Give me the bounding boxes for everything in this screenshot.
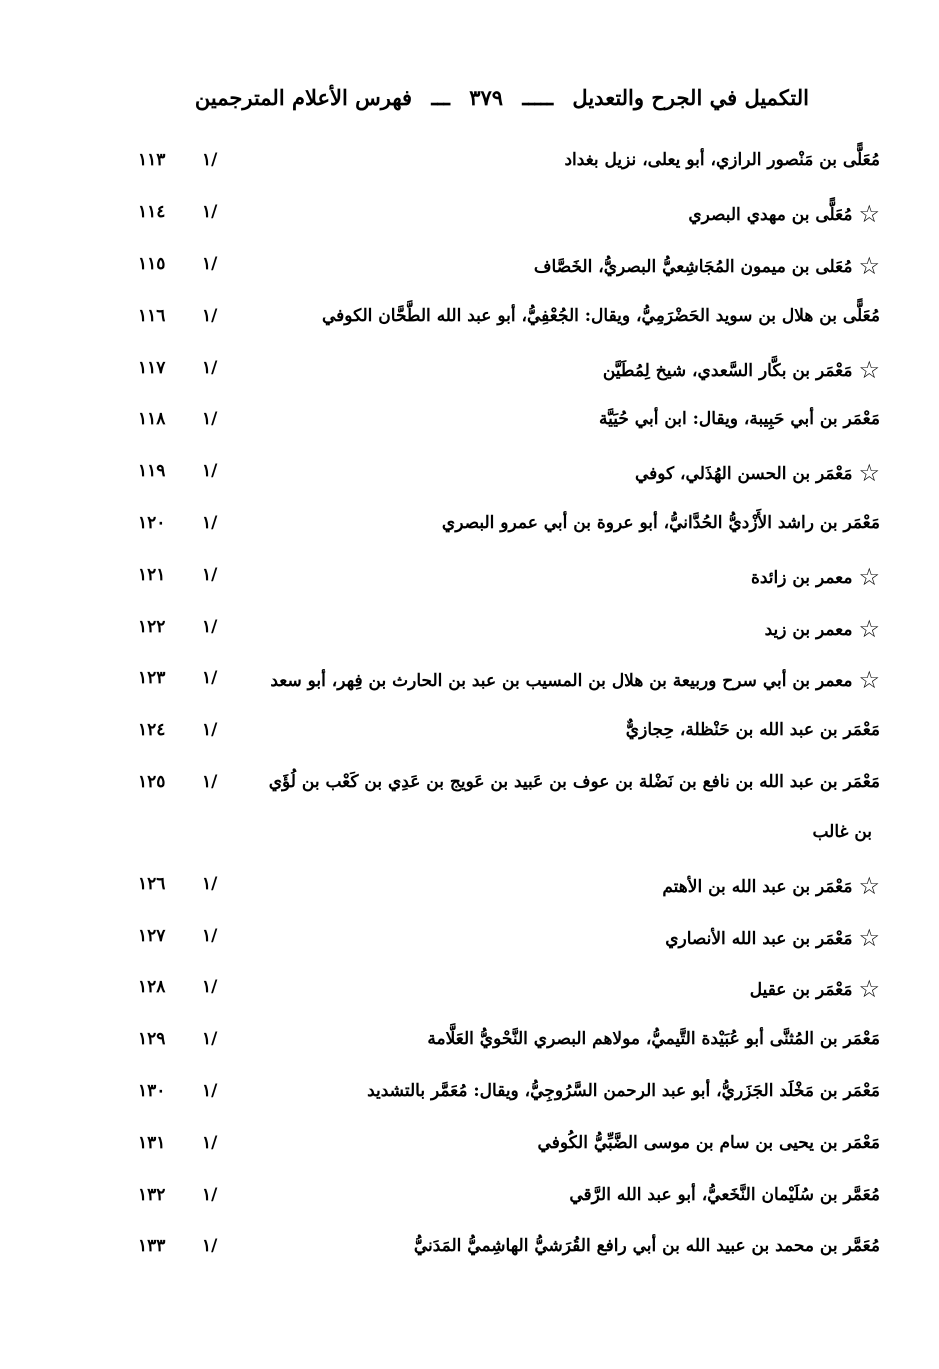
entry-reference	[130, 658, 230, 698]
entry-number: ١٢٦	[138, 874, 166, 894]
entry-number: ١١٨	[138, 409, 166, 429]
star-icon: ☆	[858, 872, 880, 900]
index-entry	[120, 864, 880, 904]
entry-name	[750, 967, 880, 1007]
index-entry	[120, 348, 880, 388]
entry-name	[665, 916, 880, 956]
index-entry	[120, 140, 880, 180]
volume-number: ١/	[202, 926, 218, 946]
entry-text: مَعْمَر بن مَخْلَد الجَزَريُّ، أبو عبد الرحمن السَّرُوجِيُّ، ويقال: مُعَمَّر بالتشديد	[367, 1081, 880, 1101]
index-entry	[120, 399, 880, 439]
index-entry	[120, 244, 880, 284]
index-entry	[120, 1175, 880, 1215]
entry-text: مُعَلى بن ميمون المُجَاشِعيُّ البصريُّ، الخَصَّاف	[533, 257, 853, 277]
book-title: التكميل في الجرح والتعديل	[572, 85, 809, 110]
entry-reference	[130, 555, 230, 595]
entry-name	[270, 658, 880, 698]
star-icon: ☆	[858, 356, 880, 384]
index-entry	[120, 555, 880, 595]
entry-reference	[130, 296, 230, 336]
header-dash: ـــ	[431, 85, 450, 110]
entry-name	[626, 710, 880, 750]
entry-text: مَعْمَر بن يحيى بن سام بن موسى الضَّبِّيُّ الكُوفي	[537, 1133, 880, 1153]
entry-number: ١٢٩	[138, 1029, 166, 1049]
entry-name	[538, 1123, 880, 1163]
entry-name	[688, 192, 880, 232]
entry-reference	[130, 1019, 230, 1059]
entry-reference	[130, 607, 230, 647]
entry-name	[427, 1019, 880, 1059]
entry-text: مَعْمَر بن عقيل	[749, 980, 853, 1000]
index-entry	[120, 916, 880, 956]
index-entry	[120, 1226, 880, 1266]
entry-number: ١٢٣	[138, 668, 166, 688]
entry-name	[765, 607, 880, 647]
volume-number: ١/	[202, 720, 218, 740]
entry-number: ١٢٧	[138, 926, 166, 946]
entry-number: ١١٤	[138, 202, 166, 222]
entry-reference	[130, 244, 230, 284]
entry-reference	[130, 192, 230, 232]
entry-name	[564, 140, 880, 180]
volume-number: ١/	[202, 513, 218, 533]
volume-number: ١/	[202, 461, 218, 481]
entry-text: مَعْمَر بن عبد الله الأنصاري	[665, 929, 853, 949]
index-entry	[120, 296, 880, 336]
volume-number: ١/	[202, 409, 218, 429]
entry-reference	[130, 399, 230, 439]
entry-text: مَعْمَر بن راشد الأَزْديُّ الحُدَّانيُّ، أبو عروة بن أبي عمرو البصري	[441, 513, 880, 533]
entry-number: ١٢٥	[138, 772, 166, 792]
page-number: ٣٧٩	[469, 85, 504, 110]
entry-name	[662, 864, 880, 904]
index-entry	[120, 762, 880, 802]
entry-reference	[130, 916, 230, 956]
entry-number: ١٢٠	[138, 513, 166, 533]
volume-number: ١/	[202, 150, 218, 170]
entry-text: مَعْمَر بن بكَّار السَّعدي، شيخ لِمُطَيَّن	[602, 361, 853, 381]
entry-text: معمر بن زائدة	[750, 568, 853, 588]
entry-number: ١٢١	[138, 565, 166, 585]
star-icon: ☆	[858, 200, 880, 228]
entry-name	[322, 296, 880, 336]
entry-reference	[130, 710, 230, 750]
entry-text: مَعْمَر بن الحسن الهُذَلي، كوفي	[634, 464, 853, 484]
index-entry	[120, 1123, 880, 1163]
entry-text: مَعْمَر بن عبد الله بن الأهتم	[662, 877, 853, 897]
volume-number: ١/	[202, 772, 218, 792]
entry-name	[442, 503, 880, 543]
entry-text: مَعْمَر بن عبد الله بن حَنْظلة، حِجازيٌّ	[625, 720, 880, 740]
entry-text: مُعَمَّر بن سُلَيْمان النَّخَعيُّ، أبو عبد الله الرَّقي	[569, 1185, 880, 1205]
entry-text: معمر بن أبي سرح وربيعة بن هلال بن المسيب بن عبد بن الحارث بن فِهر، أبو سعد	[270, 671, 853, 691]
entry-number: ١٣١	[138, 1133, 166, 1153]
volume-number: ١/	[202, 1029, 218, 1049]
entry-name	[635, 451, 880, 491]
entry-text: معمر بن زيد	[764, 620, 853, 640]
volume-number: ١/	[202, 254, 218, 274]
entry-number: ١١٩	[138, 461, 166, 481]
volume-number: ١/	[202, 1185, 218, 1205]
index-entry	[120, 658, 880, 698]
index-entry	[120, 192, 880, 232]
entry-reference	[130, 140, 230, 180]
header-dash: ـــــ	[522, 85, 554, 110]
volume-number: ١/	[202, 1236, 218, 1256]
star-icon: ☆	[858, 563, 880, 591]
volume-number: ١/	[202, 977, 218, 997]
volume-number: ١/	[202, 1081, 218, 1101]
entry-text: مُعَلًّى بن مَنْصور الرازي، أبو يعلى، نزيل بغداد	[564, 150, 880, 170]
star-icon: ☆	[858, 252, 880, 280]
entry-text: مُعَلًّى بن مهدي البصري	[688, 205, 853, 225]
section-title: فهرس الأعلام المترجمين	[194, 85, 413, 110]
entry-reference	[130, 451, 230, 491]
entry-name	[269, 762, 880, 802]
entry-number: ١١٣	[138, 150, 166, 170]
entry-number: ١١٥	[138, 254, 166, 274]
entry-text: مَعْمَر بن أبي حَبِيبة، ويقال: ابن أبي حُيَيَّة	[599, 409, 880, 429]
volume-number: ١/	[202, 617, 218, 637]
entry-reference	[130, 762, 230, 802]
star-icon: ☆	[858, 924, 880, 952]
index-entry	[120, 1071, 880, 1111]
star-icon: ☆	[858, 615, 880, 643]
entry-name	[751, 555, 880, 595]
entry-reference	[130, 348, 230, 388]
entry-number: ١٢٤	[138, 720, 166, 740]
entry-name	[599, 399, 880, 439]
entry-number: ١١٦	[138, 306, 166, 326]
volume-number: ١/	[202, 565, 218, 585]
entry-reference	[130, 1123, 230, 1163]
entry-reference	[130, 1175, 230, 1215]
entry-number: ١٣٣	[138, 1236, 166, 1256]
star-icon: ☆	[858, 975, 880, 1003]
star-icon: ☆	[858, 459, 880, 487]
entry-continuation: بن غالب	[812, 822, 872, 842]
entry-text: مَعْمَر بن عبد الله بن نافع بن نَضْلة بن عوف بن عَبيد بن عَويج بن عَدِي بن كَعْب بن لُؤَي	[268, 772, 880, 792]
entry-name	[534, 244, 880, 284]
star-icon: ☆	[858, 666, 880, 694]
volume-number: ١/	[202, 874, 218, 894]
entry-text: مَعْمَر بن المُثنَّى أبو عُبَيْدة التَّيميُّ، مولاهم البصري النَّحْويُّ العَلَّامة	[427, 1029, 880, 1049]
entry-name	[414, 1226, 880, 1266]
entry-number: ١٢٢	[138, 617, 166, 637]
entry-text: مُعَمَّر بن محمد بن عبيد الله بن أبي رافع القُرَشيُّ الهاشِميُّ المَدَنيُّ	[413, 1236, 880, 1256]
entry-number: ١٣٢	[138, 1185, 166, 1205]
entry-reference	[130, 1226, 230, 1266]
entry-reference	[130, 503, 230, 543]
entry-reference	[130, 1071, 230, 1111]
volume-number: ١/	[202, 202, 218, 222]
volume-number: ١/	[202, 306, 218, 326]
index-entry	[120, 503, 880, 543]
index-entry	[120, 710, 880, 750]
volume-number: ١/	[202, 1133, 218, 1153]
index-entry	[120, 607, 880, 647]
entry-text: مُعَلًّى بن هلال بن سويد الحَضْرَمِيُّ، ويقال: الجُعْفِيُّ، أبو عبد الله الطَّحَّان الكوفي	[322, 306, 880, 326]
entry-number: ١٣٠	[138, 1081, 166, 1101]
index-entry	[120, 451, 880, 491]
volume-number: ١/	[202, 668, 218, 688]
entry-number: ١٢٨	[138, 977, 166, 997]
entry-name	[603, 348, 880, 388]
entry-reference	[130, 864, 230, 904]
entry-name	[367, 1071, 880, 1111]
entry-name	[569, 1175, 880, 1215]
index-entry	[120, 967, 880, 1007]
entry-number: ١١٧	[138, 358, 166, 378]
index-entry	[120, 1019, 880, 1059]
entry-reference	[130, 967, 230, 1007]
volume-number: ١/	[202, 358, 218, 378]
